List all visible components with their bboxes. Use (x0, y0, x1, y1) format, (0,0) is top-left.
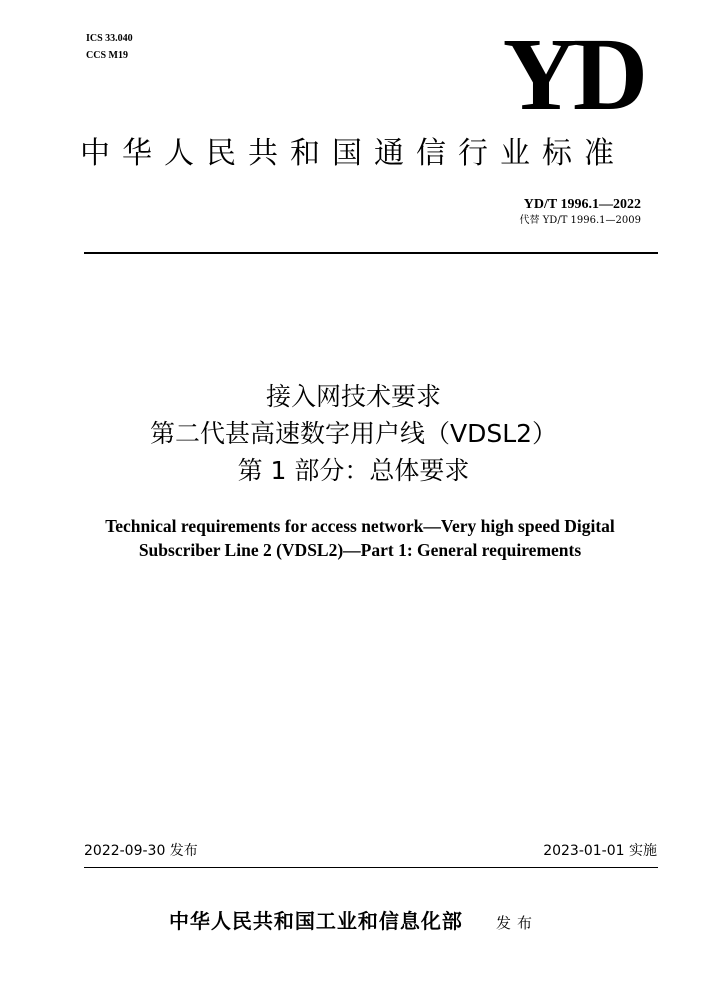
top-divider (84, 252, 658, 254)
bottom-divider (84, 867, 658, 868)
chinese-title-line-3: 第 1 部分：总体要求 (237, 456, 470, 485)
issuer-line (0, 905, 707, 934)
publish-date: 2022-09-30 发布 (84, 843, 198, 859)
english-title-line-1: Technical requirements for access network—Very high speed Digital (105, 516, 615, 536)
classification-codes (86, 30, 133, 64)
chinese-title-line-1: 接入网技术要求 (265, 382, 441, 411)
implement-date: 2023-01-01 实施 (543, 843, 657, 859)
english-title-line-2: Subscriber Line 2 (VDSL2)—Part 1: General requirements (138, 540, 582, 560)
chinese-title-line-2: 第二代甚高速数字用户线（VDSL2） (149, 419, 558, 448)
chinese-title (0, 378, 707, 489)
issuer-name: 中华人民共和国工业和信息化部 (168, 909, 463, 933)
publish-word: 发布 (496, 914, 539, 932)
ccs-code: CCS M19 (86, 50, 128, 61)
replaces-note: 代替 YD/T 1996.1—2009 (519, 215, 641, 226)
industry-standard-heading: 中华人民共和国通信行业标准 (80, 136, 626, 171)
ics-code: ICS 33.040 (86, 33, 133, 44)
yd-logo: YD (502, 17, 643, 132)
standard-number: YD/T 1996.1—2022 (523, 197, 641, 212)
english-title (60, 514, 660, 562)
standard-number-block (520, 196, 641, 228)
